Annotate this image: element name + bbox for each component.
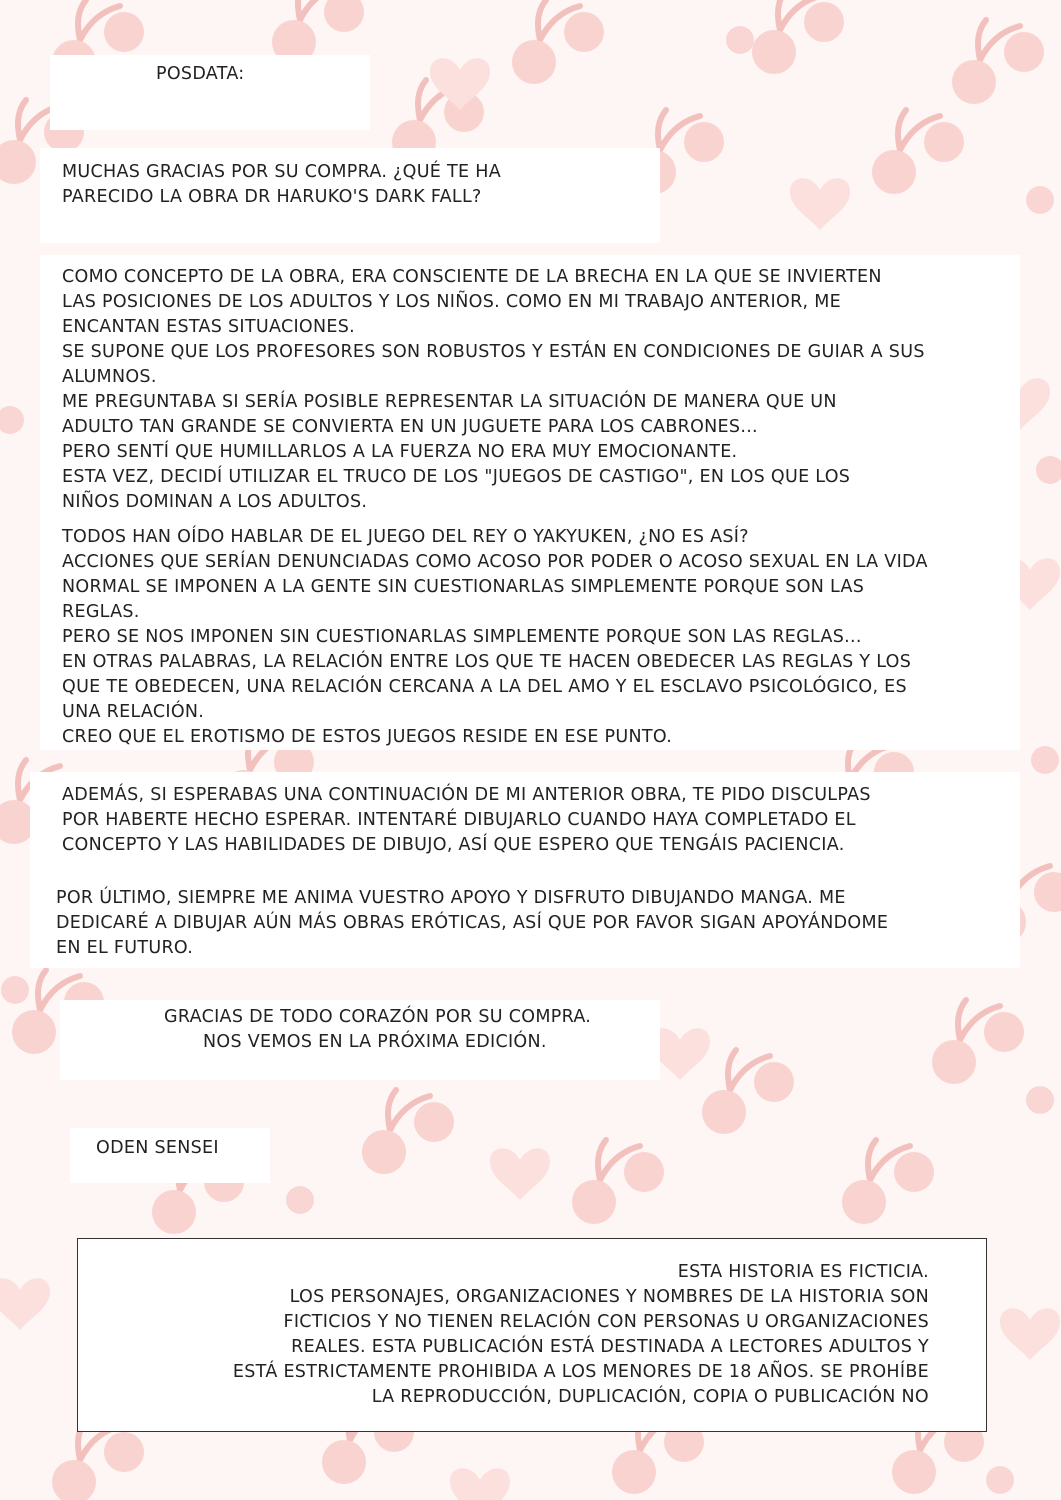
paragraph-closing: POR ÚLTIMO, SIEMPRE ME ANIMA VUESTRO APOYO Y DISFRUTO DIBUJANDO MANGA. ME DEDICARÉ A DIBUJAR AÚN MÁS OBRAS ERÓTICAS, ASÍ QUE POR FAVOR SIGAN APOYÁNDOME EN EL FUTURO. <box>56 888 889 958</box>
thanks-line-2: NOS VEMOS EN LA PRÓXIMA EDICIÓN. <box>203 1032 547 1052</box>
author-signature: ODEN SENSEI <box>96 1138 219 1158</box>
paragraph-sequel: ADEMÁS, SI ESPERABAS UNA CONTINUACIÓN DE MI ANTERIOR OBRA, TE PIDO DISCULPAS POR HABERTE HECHO ESPERAR. INTENTARÉ DIBUJARLO CUANDO HAYA COMPLETADO EL CONCEPTO Y LAS HABILIDADES DE DIBUJO, ASÍ QUE ESPERO QUE TENGÁIS PACIENCIA. <box>62 785 871 855</box>
intro-text: MUCHAS GRACIAS POR SU COMPRA. ¿QUÉ TE HA PARECIDO LA OBRA DR HARUKO'S DARK FALL? <box>62 162 501 207</box>
paragraph-games: TODOS HAN OÍDO HABLAR DE EL JUEGO DEL REY O YAKYUKEN, ¿NO ES ASÍ? ACCIONES QUE SERÍAN DENUNCIADAS COMO ACOSO POR PODER O ACOSO SEXUAL EN LA VIDA NORMAL SE IMPONEN A LA GENTE SIN CUESTIONARLAS SIMPLEMENTE PORQUE SON LAS REGLAS. PERO SE NOS IMPONEN SIN CUESTIONARLAS SIMPLEMENTE PORQUE SON LAS REGLAS... EN OTRAS PALABRAS, LA RELACIÓN ENTRE LOS QUE TE HACEN OBEDECER LAS REGLAS Y LOS QUE TE OBEDECEN, UNA RELACIÓN CERCANA A LA DEL AMO Y EL ESCLAVO PSICOLÓGICO, ES UNA RELACIÓN. CREO QUE EL EROTISMO DE ESTOS JUEGOS RESIDE EN ESE PUNTO. <box>62 527 928 747</box>
thanks-line-1: GRACIAS DE TODO CORAZÓN POR SU COMPRA. <box>164 1007 592 1027</box>
legal-notice-text: ESTA HISTORIA ES FICTICIA. LOS PERSONAJES, ORGANIZACIONES Y NOMBRES DE LA HISTORIA SON FICTICIOS Y NO TIENEN RELACIÓN CON PERSONAS U ORGANIZACIONES REALES. ESTA PUBLICACIÓN ESTÁ DESTINADA A LECTORES ADULTOS Y ESTÁ ESTRICTAMENTE PROHIBIDA A LOS MENORES DE 18 AÑOS. SE PROHÍBE LA REPRODUCCIÓN, DUPLICACIÓN, COPIA O PUBLICACIÓN NO <box>232 1262 929 1407</box>
paragraph-concept: COMO CONCEPTO DE LA OBRA, ERA CONSCIENTE DE LA BRECHA EN LA QUE SE INVIERTEN LAS POSICIONES DE LOS ADULTOS Y LOS NIÑOS. COMO EN MI TRABAJO ANTERIOR, ME ENCANTAN ESTAS SITUACIONES. SE SUPONE QUE LOS PROFESORES SON ROBUSTOS Y ESTÁN EN CONDICIONES DE GUIAR A SUS ALUMNOS. ME PREGUNTABA SI SERÍA POSIBLE REPRESENTAR LA SITUACIÓN DE MANERA QUE UN ADULTO TAN GRANDE SE CONVIERTA EN UN JUGUETE PARA LOS CABRONES... PERO SENTÍ QUE HUMILLARLOS A LA FUERZA NO ERA MUY EMOCIONANTE. ESTA VEZ, DECIDÍ UTILIZAR EL TRUCO DE LOS "JUEGOS DE CASTIGO", EN LOS QUE LOS NIÑOS DOMINAN A LOS ADULTOS. <box>62 267 925 512</box>
letter-heading: POSDATA: <box>156 64 245 84</box>
